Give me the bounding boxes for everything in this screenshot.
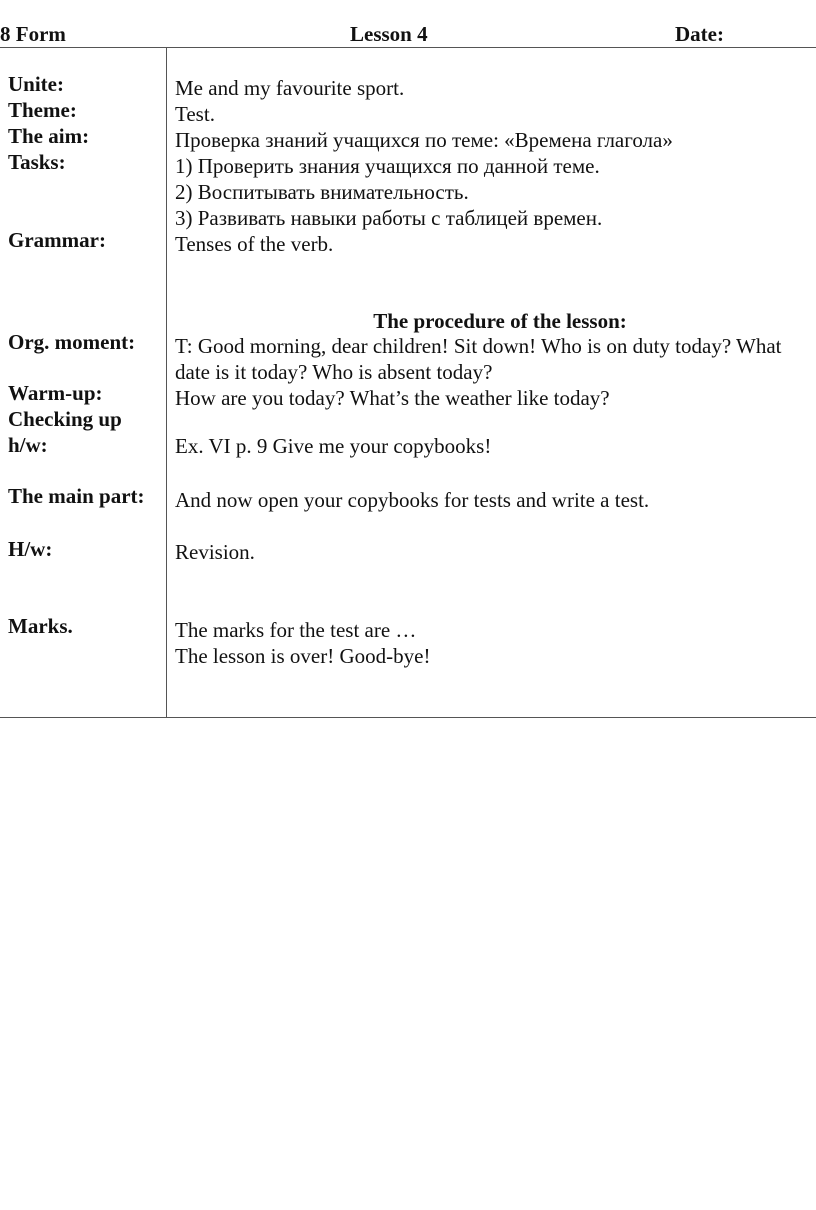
aim-label: The aim: bbox=[8, 124, 90, 148]
lesson-header: Lesson 4 bbox=[350, 22, 428, 46]
grammar-label: Grammar: bbox=[8, 228, 106, 252]
task-3-text: 3) Развивать навыки работы с таблицей времен. bbox=[175, 206, 603, 230]
org-moment-line-2: date is it today? Who is absent today? bbox=[175, 360, 493, 384]
table-top-border bbox=[0, 47, 816, 48]
checking-up-label: Checking up bbox=[8, 407, 122, 431]
marks-line-2: The lesson is over! Good-bye! bbox=[175, 644, 431, 668]
marks-line-1: The marks for the test are … bbox=[175, 618, 417, 642]
checking-hw-label: h/w: bbox=[8, 433, 48, 457]
theme-label: Theme: bbox=[8, 98, 77, 122]
org-moment-label: Org. moment: bbox=[8, 330, 136, 354]
main-part-label: The main part: bbox=[8, 484, 145, 508]
task-2-text: 2) Воспитывать внимательность. bbox=[175, 180, 469, 204]
org-moment-line-1: T: Good morning, dear children! Sit down! Who is on duty today? What bbox=[175, 334, 782, 358]
form-header: 8 Form bbox=[0, 22, 66, 46]
marks-label: Marks. bbox=[8, 614, 73, 638]
unite-label: Unite: bbox=[8, 72, 64, 96]
theme-text: Test. bbox=[175, 102, 215, 126]
warm-up-label: Warm-up: bbox=[8, 381, 103, 405]
hw-text: Revision. bbox=[175, 540, 255, 564]
tasks-label: Tasks: bbox=[8, 150, 66, 174]
main-part-text: And now open your copybooks for tests and write a test. bbox=[175, 488, 650, 512]
hw-label: H/w: bbox=[8, 537, 53, 561]
checking-hw-text: Ex. VI p. 9 Give me your copybooks! bbox=[175, 434, 492, 458]
task-1-text: 1) Проверить знания учащихся по данной теме. bbox=[175, 154, 600, 178]
aim-text: Проверка знаний учащихся по теме: «Времена глагола» bbox=[175, 128, 673, 152]
date-header: Date: bbox=[675, 22, 724, 46]
procedure-heading: The procedure of the lesson: bbox=[373, 309, 627, 333]
table-bottom-border bbox=[0, 717, 816, 718]
unite-text: Me and my favourite sport. bbox=[175, 76, 405, 100]
warm-up-text: How are you today? What’s the weather like today? bbox=[175, 386, 610, 410]
grammar-text: Tenses of the verb. bbox=[175, 232, 334, 256]
table-column-divider bbox=[166, 47, 167, 718]
